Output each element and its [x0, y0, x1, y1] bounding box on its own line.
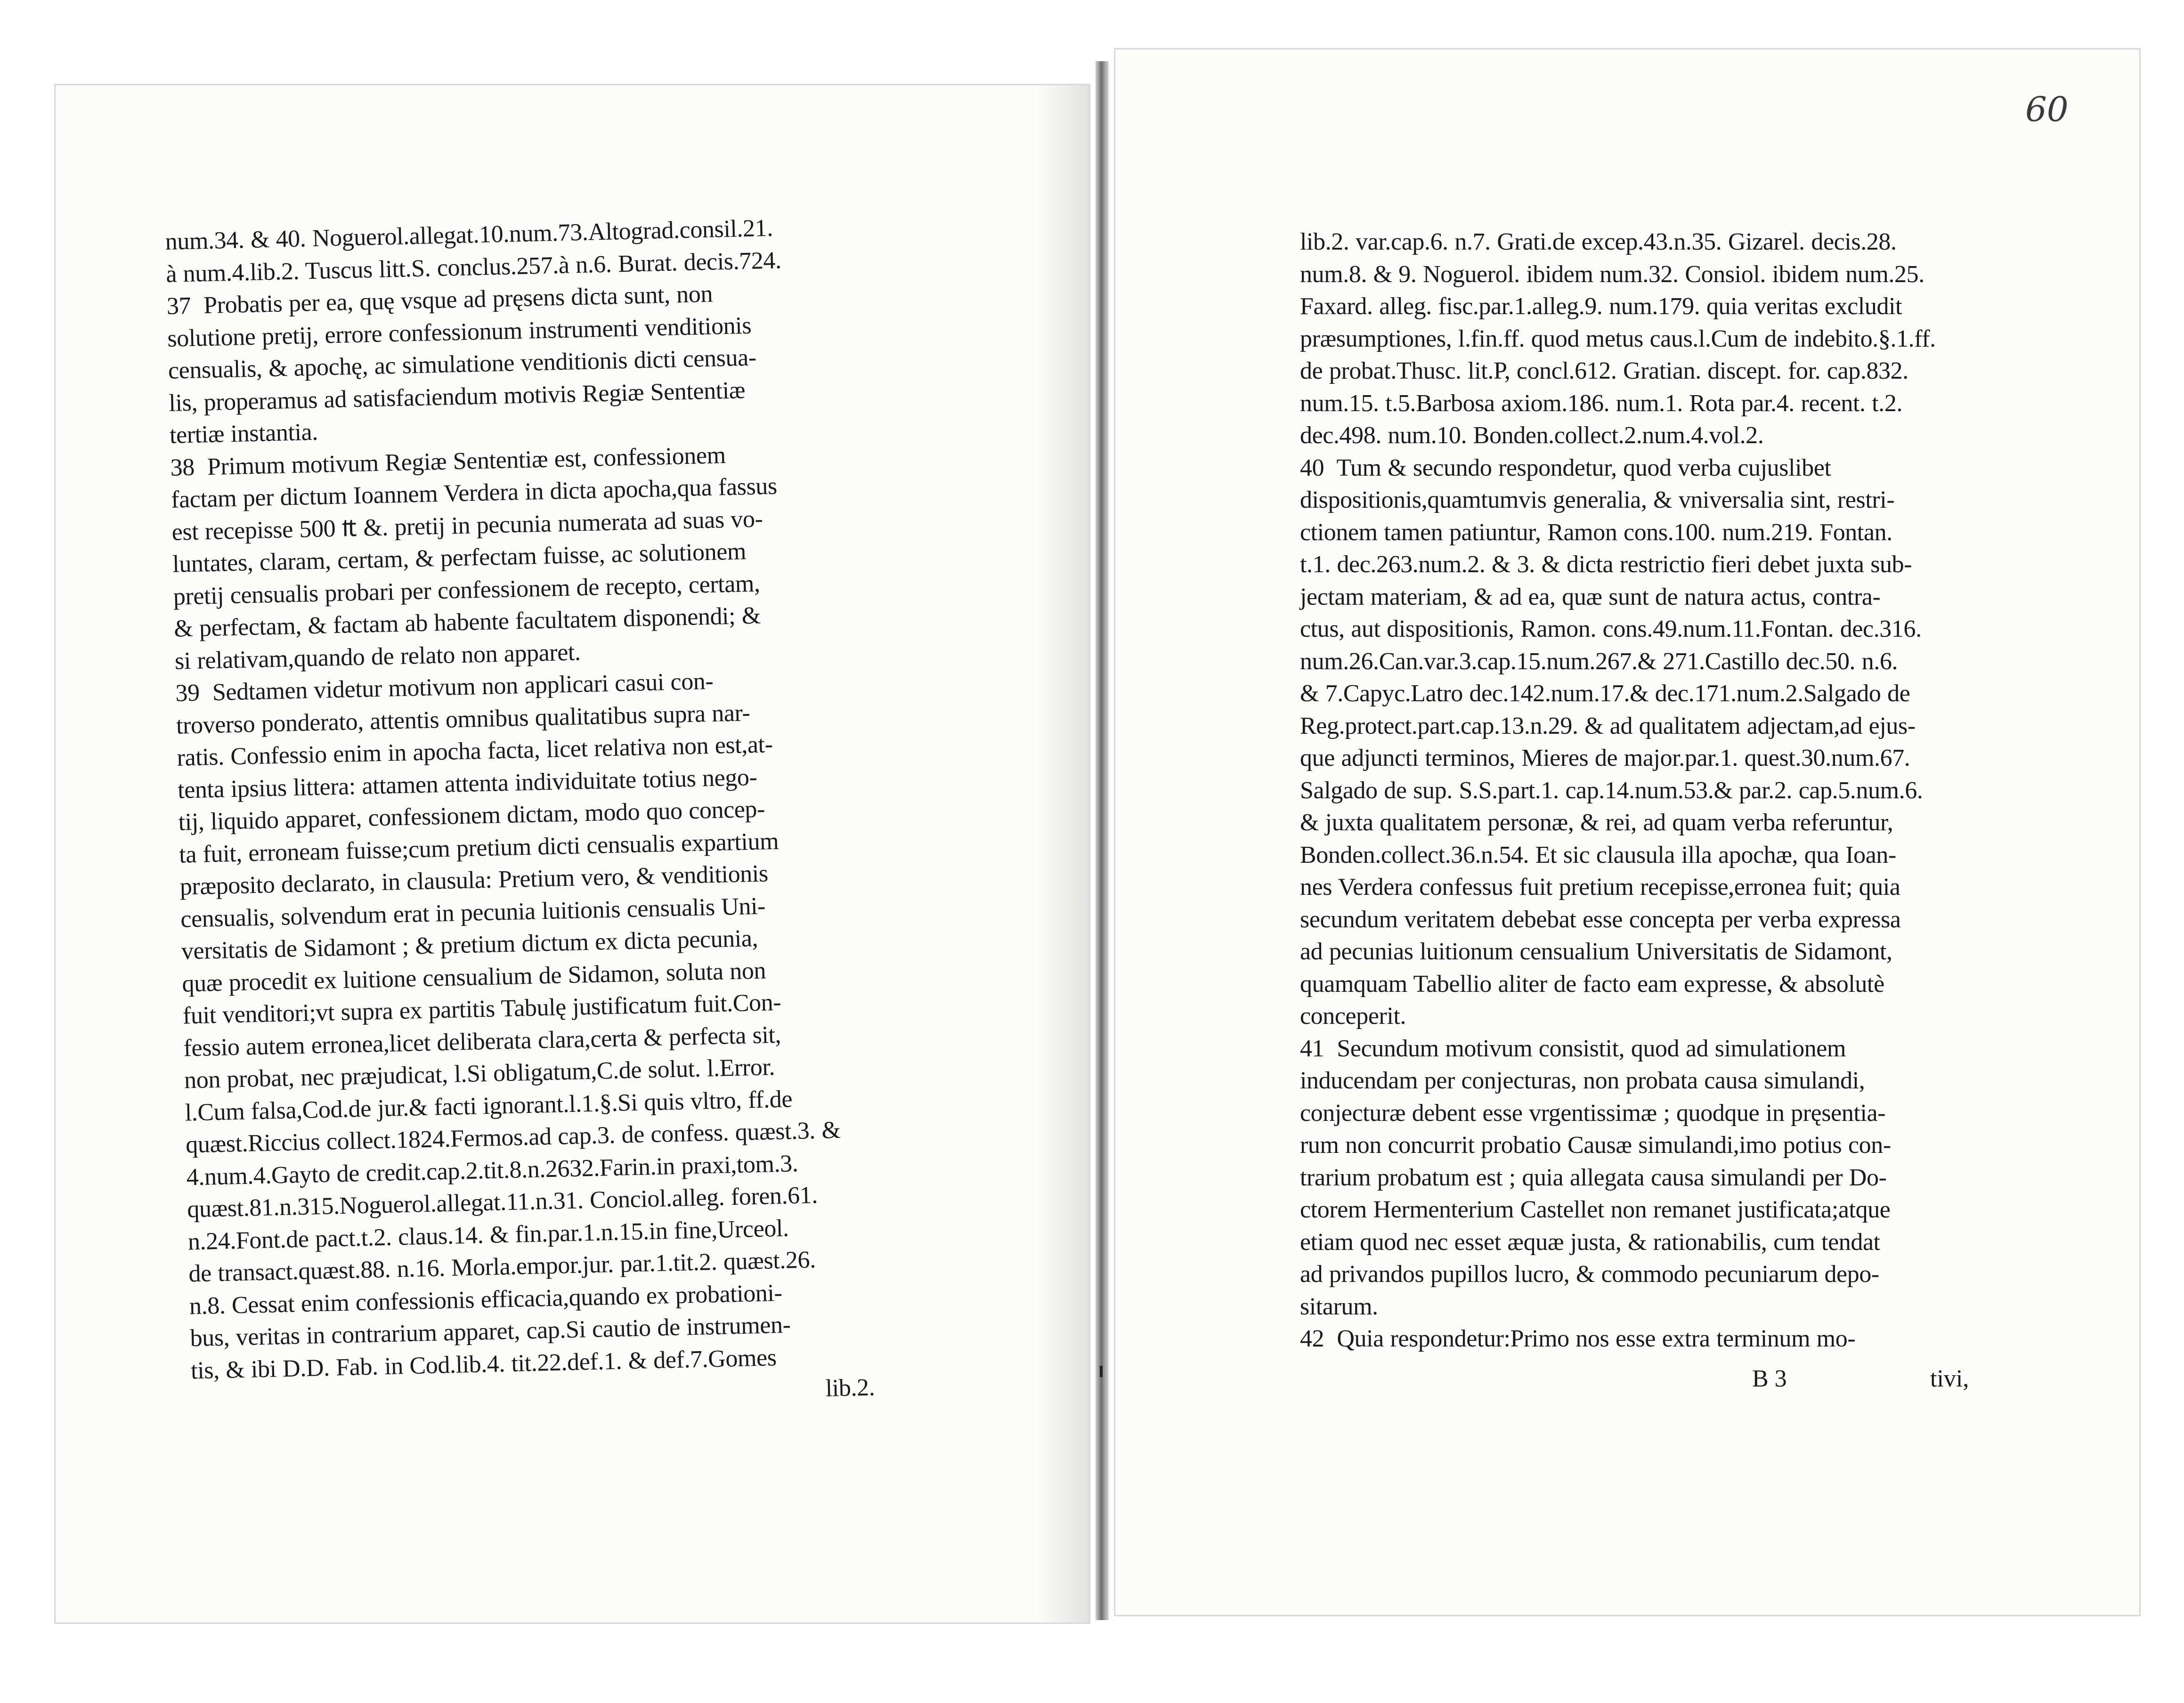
gutter-shadow [1036, 85, 1089, 1622]
book-spine [1096, 61, 1109, 1620]
binding-mark [1100, 1366, 1103, 1377]
right-page-text: lib.2. var.cap.6. n.7. Grati.de excep.43.n.35. Gizarel. decis.28. num.8. & 9. Noguerol. ibidem num.32. Consiol. ibidem num.25. Faxard. alleg. fisc.par.1.alleg.9. num.179. quia veritas excludit præsumptiones, l.fin.ff. quod metus caus.l.Cum de indebito.§.1.ff. de probat.Thusc. lit.P, concl.612. Gratian. discept. for. cap.832. num.15. t.5.Barbosa axiom.186. num.1. Rota par.4. recent. t.2. dec.498. num.10. Bonden.collect.2.num.4.vol.2. 40 Tum & secundo respondetur, quod verba cujuslibet dispositionis,quamtumvis generalia, & vniversalia sint, restri- ctionem tamen patiuntur, Ramon cons.100. num.219. Fontan. t.1. dec.263.num.2. & 3. & dicta restrictio fieri debet juxta sub- jectam materiam, & ad ea, quæ sunt de natura actus, contra- ctus, aut dispositionis, Ramon. cons.49.num.11.Fontan. dec.316. num.26.Can.var.3.cap.15.num.267.& 271.Castillo dec.50. n.6. & 7.Capyc.Latro dec.142.num.17.& dec.171.num.2.Salgado de Reg.protect.part.cap.13.n.29. & ad qualitatem adjectam,ad ejus- que adjuncti terminos, Mieres de major.par.1. quest.30.num.67. Salgado de sup. S.S.part.1. cap.14.num.53.& par.2. cap.5.num.6. & juxta qualitatem personæ, & rei, ad quam verba referuntur, Bonden.collect.36.n.54. Et sic clausula illa apochæ, qua Ioan- nes Verdera confessus fuit pretium recepisse,erronea fuit; quia secundum veritatem debebat esse concepta per verba expressa ad pecunias luitionum censualium Universitatis de Sidamont, quamquam Tabellio aliter de facto eam expresse, & absolutè conceperit. 41 Secundum motivum consistit, quod ad simulationem inducendam per conjecturas, non probata causa simulandi, conjecturæ debent esse vrgentissimæ ; quodque in pręsentia- rum non concurrit probatio Causæ simulandi,imo potius con- trarium probatum est ; quia allegata causa simulandi per Do- ctorem Hermenterium Castellet non remanet justificata;atque etiam quod nec esset æquæ justa, & rationabilis, cum tendat ad privandos pupillos lucro, & commodo pecuniarum depo- sitarum. 42 Quia respondetur:Primo nos esse extra terminum mo- [1300, 228, 1936, 1352]
folio-number: 60 [2025, 89, 2069, 129]
signature-mark: B 3 [1752, 1365, 1787, 1392]
left-page-text: num.34. & 40. Noguerol.allegat.10.num.73.Altograd.consil.21. à num.4.lib.2. Tuscus litt.S. conclus.257.à n.6. Burat. decis.724. 37 Probatis per ea, quę vsque ad pręsens dicta sunt, non solutione pretij, errore confessionum instrumenti venditionis censualis, & apochę, ac simulatione venditionis dicti censua- lis, properamus ad satisfaciendum motivis Regiæ Sententiæ tertiæ instantia. 38 Primum motivum Regiæ Sententiæ est, confessionem factam per dictum Ioannem Verdera in dicta apocha,qua fassus est recepisse 500 ₶ &. pretij in pecunia numerata ad suas vo- luntates, claram, certam, & perfectam fuisse, ac solutionem pretij censualis probari per confessionem de recepto, certam, & perfectam, & factam ab habente facultatem disponendi; & si relativam,quando de relato non apparet. 39 Sedtamen videtur motivum non applicari casui con- troverso ponderato, attentis omnibus qualitatibus supra nar- ratis. Confessio enim in apocha facta, licet relativa non est,at- tenta ipsius littera: attamen attenta individuitate totius nego- tij, liquido apparet, confessionem dictam, modo quo concep- ta fuit, erroneam fuisse;cum pretium dicti censualis expartium præposito declarato, in clausula: Pretium vero, & venditionis censualis, solvendum erat in pecunia luitionis censualis Uni- versitatis de Sidamont ; & pretium dictum ex dicta pecunia, quæ procedit ex luitione censualium de Sidamon, soluta non fuit venditori;vt supra ex partitis Tabulę justificatum fuit.Con- fessio autem erronea,licet deliberata clara,certa & perfecta sit, non probat, nec præjudicat, l.Si obligatum,C.de solut. l.Error. l.Cum falsa,Cod.de jur.& facti ignorant.l.1.§.Si quis vltro, ff.de quæst.Riccius collect.1824.Fermos.ad cap.3. de confess. quæst.3. & 4.num.4.Gayto de credit.cap.2.tit.8.n.2632.Farin.in praxi,tom.3. quæst.81.n.315.Noguerol.allegat.11.n.31. Conciol.alleg. foren.61. n.24.Font.de pact.t.2. claus.14. & fin.par.1.n.15.in fine,Urceol. de transact.quæst.88. n.16. Morla.empor.jur. par.1.tit.2. quæst.26. n.8. Cessat enim confessionis efficacia,quando ex probationi- bus, veritas in contrarium apparet, cap.Si cautio de instrumen- tis, & ibi D.D. Fab. in Cod.lib.4. tit.22.def.1. & def.7.Gomes lib.2. [165, 214, 875, 1417]
catchword: tivi, [1930, 1365, 1969, 1392]
